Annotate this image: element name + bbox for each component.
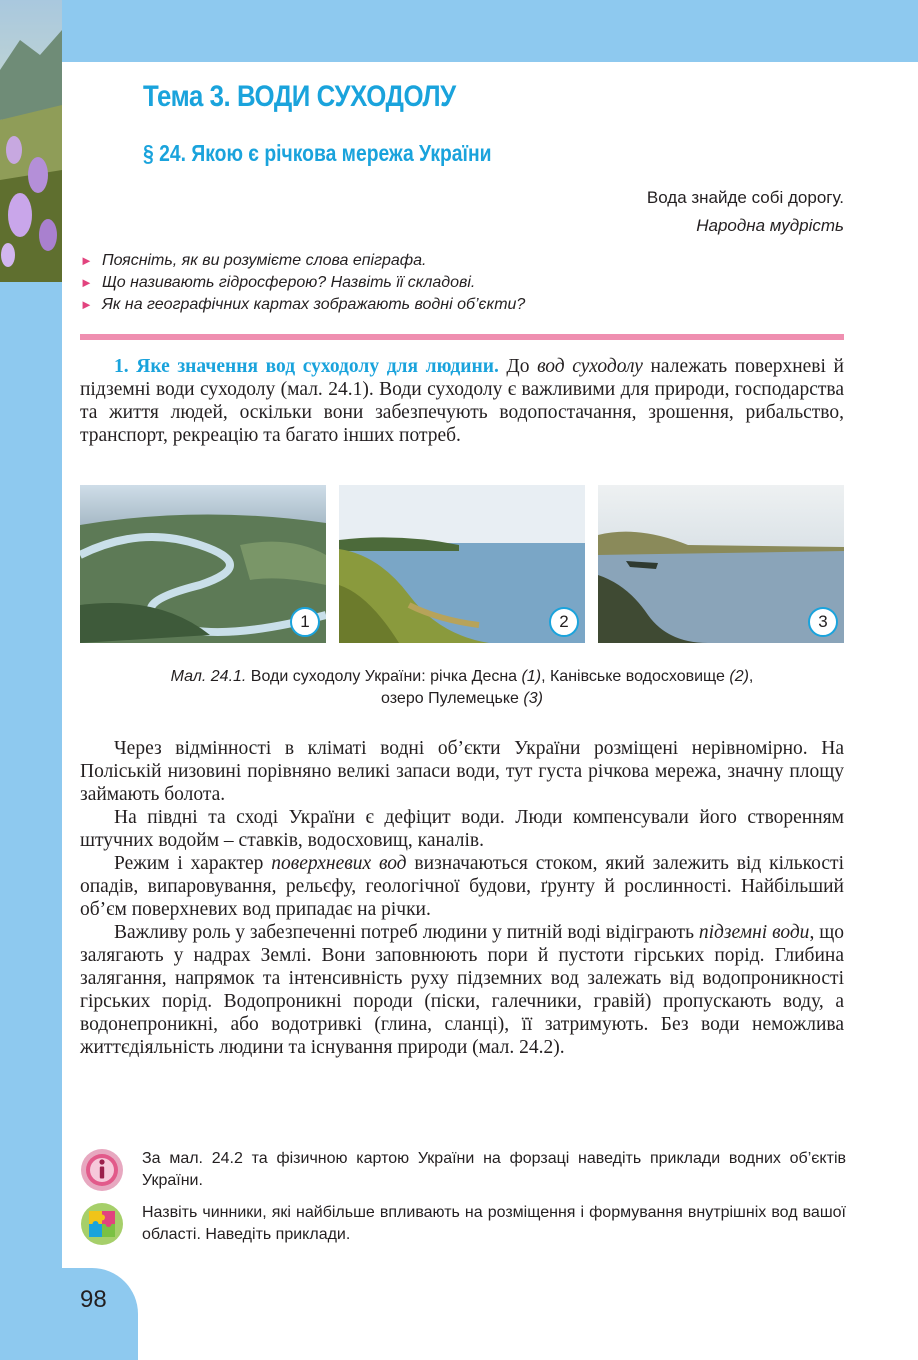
question-text: Поясніть, як ви розумієте слова епіграфа. — [102, 252, 427, 269]
topic-title: Тема 3. ВОДИ СУХОДОЛУ — [143, 80, 456, 113]
task-puzzle-text: Назвіть чинники, які найбільше впливають на розміщення і формування внутрішніх вод вашої області. Наведіть приклади. — [142, 1204, 846, 1243]
question-text: Що називають гідросферою? Назвіть її складові. — [102, 274, 476, 291]
caption-ref: (2) — [729, 668, 749, 685]
bullet-triangle-icon: ► — [80, 253, 93, 268]
divider-rule — [80, 334, 844, 340]
bullet-triangle-icon: ► — [80, 275, 93, 290]
epigraph — [647, 184, 844, 240]
photo-number-badge: 2 — [549, 607, 579, 637]
photo-desna-river — [80, 485, 326, 643]
photo-pulemetske-lake — [598, 485, 844, 643]
question-item — [80, 294, 860, 316]
term-surface-waters: поверхневих вод — [271, 853, 407, 874]
paragraph-text: Режим і характер — [114, 853, 272, 874]
photo-number-badge: 3 — [808, 607, 838, 637]
epigraph-source: Народна мудрість — [696, 216, 844, 235]
section-title: § 24. Якою є річкова мережа України — [143, 140, 492, 166]
main-text — [80, 737, 844, 1059]
photo-number-badge: 1 — [290, 607, 320, 637]
puzzle-icon — [80, 1202, 122, 1244]
paragraph-text: належать поверхневі й підземні води суходолу (мал. 24.1). Води суходолу є важливими для природи, господарства та життя людей, оскільки вони забезпечують водопостачання, зрошення, рибальство, транспорт, рекреацію та багато інших потреб. — [80, 356, 844, 446]
caption-ref: (3) — [523, 690, 543, 707]
corner-crocus-photo — [0, 0, 62, 282]
paragraph-heading: 1. Яке значення вод суходолу для людини. — [114, 356, 499, 377]
task-info-text: За мал. 24.2 та фізичною картою України на форзаці наведіть приклади водних об’єктів України. — [142, 1150, 846, 1189]
paragraph-ground-waters — [80, 921, 844, 1059]
term-ground-waters: підземні води — [698, 922, 810, 943]
caption-ref: (1) — [521, 668, 542, 685]
paragraph-importance — [80, 355, 844, 447]
question-text: Як на географічних картах зображають водні об’єкти? — [102, 296, 526, 313]
figure-24-1-photos — [80, 485, 844, 643]
paragraph-surface-waters — [80, 852, 844, 921]
left-color-strip — [0, 282, 62, 1360]
paragraph-climate: Через відмінності в кліматі водні об’єкти України розміщені нерівномірно. На Поліській низовині порівняно великі запаси води, тут густа річкова мережа, значну площу займають болота. — [80, 738, 844, 805]
epigraph-quote: Вода знайде собі дорогу. — [646, 188, 844, 207]
caption-text: , — [748, 668, 754, 685]
caption-label: Мал. 24.1. — [170, 668, 247, 685]
figure-caption — [80, 666, 844, 710]
paragraph-text: , що залягають у надрах Землі. Вони заповнюють пори й пустоти гірських порід. Глибина залягання, напрямок та інтенсивність руху підземних вод залежать від водопроникності гірських порід. Водопроникні породи (піски, галечники, гравій) пропускають воду, а водонепроникні, або водотривкі (глина, сланці), її затримують. Без води неможлива життєдіяльність людини та існування природи (мал. 24.2). — [80, 922, 844, 1058]
page-number: 98 — [80, 1286, 107, 1313]
review-questions — [80, 250, 860, 316]
paragraph-deficit — [80, 806, 844, 852]
paragraph-text: визначаються стоком, який залежить від кількості опадів, випаровування, рельєфу, геологічної будови, ґрунту й рослинності. Найбільший об’єм поверхневих вод припадає на річки. — [80, 853, 844, 920]
term-inland-waters: вод суходолу — [537, 356, 643, 377]
caption-text: Води суходолу України: річка Десна — [246, 668, 522, 685]
paragraph-text: Важливу роль у забезпеченні потреб людини у питній воді відіграють — [114, 922, 699, 943]
question-item — [80, 272, 860, 294]
photo-kaniv-reservoir — [339, 485, 585, 643]
caption-text: , Канівське водосховище — [541, 668, 730, 685]
bullet-triangle-icon: ► — [80, 297, 93, 312]
paragraph-text: До — [498, 356, 538, 377]
caption-text: озеро Пулемецьке — [381, 690, 524, 707]
question-item — [80, 250, 860, 272]
top-color-band — [62, 0, 918, 62]
page-number-tab — [0, 1268, 138, 1360]
info-icon — [80, 1148, 122, 1190]
paragraph-text: На півдні та сході України є дефіцит води. Люди компенсували його створенням штучних водойм – ставків, водосховищ, каналів. — [80, 807, 844, 851]
